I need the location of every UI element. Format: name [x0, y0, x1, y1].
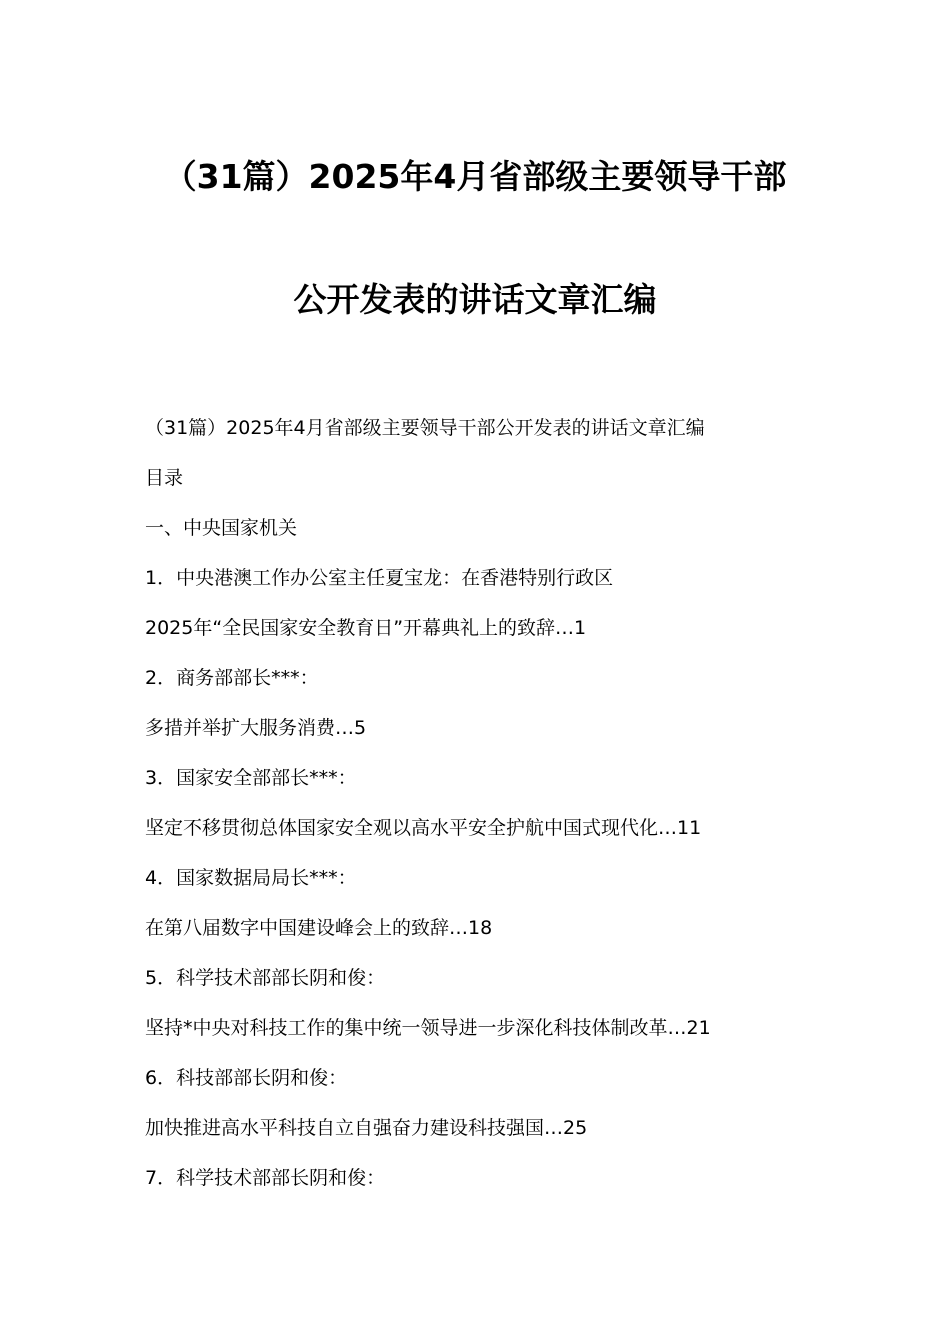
toc-entry-title: 2025年“全民国家安全教育日”开幕典礼上的致辞…1 — [145, 617, 587, 639]
toc-entry-title: 坚持*中央对科技工作的集中统一领导进一步深化科技体制改革…21 — [145, 1017, 711, 1039]
compilation-heading: （31篇）2025年4月省部级主要领导干部公开发表的讲话文章汇编 — [145, 417, 705, 439]
toc-entry-author: 3．国家安全部部长***： — [145, 767, 357, 789]
toc-heading: 目录 — [145, 467, 184, 489]
toc-entry-title: 多措并举扩大服务消费…5 — [145, 717, 367, 739]
toc-entry-author: 6．科技部部长阴和俊： — [145, 1067, 348, 1089]
toc-entry-author: 7．科学技术部部长阴和俊： — [145, 1167, 386, 1189]
document-title-line-1: （31篇）2025年4月省部级主要领导干部 — [163, 157, 787, 196]
document-title-line-2: 公开发表的讲话文章汇编 — [293, 280, 657, 319]
toc-section-heading: 一、中央国家机关 — [145, 517, 298, 539]
toc-entry-title: 坚定不移贯彻总体国家安全观以高水平安全护航中国式现代化…11 — [145, 817, 702, 839]
toc-entry-author: 2．商务部部长***： — [145, 667, 319, 689]
toc-entry-author: 1．中央港澳工作办公室主任夏宝龙：在香港特别行政区 — [145, 567, 614, 589]
toc-entry-author: 5．科学技术部部长阴和俊： — [145, 967, 386, 989]
toc-entry-title: 加快推进高水平科技自立自强奋力建设科技强国…25 — [145, 1117, 588, 1139]
toc-entry-author: 4．国家数据局局长***： — [145, 867, 357, 889]
toc-entry-title: 在第八届数字中国建设峰会上的致辞…18 — [145, 917, 493, 939]
